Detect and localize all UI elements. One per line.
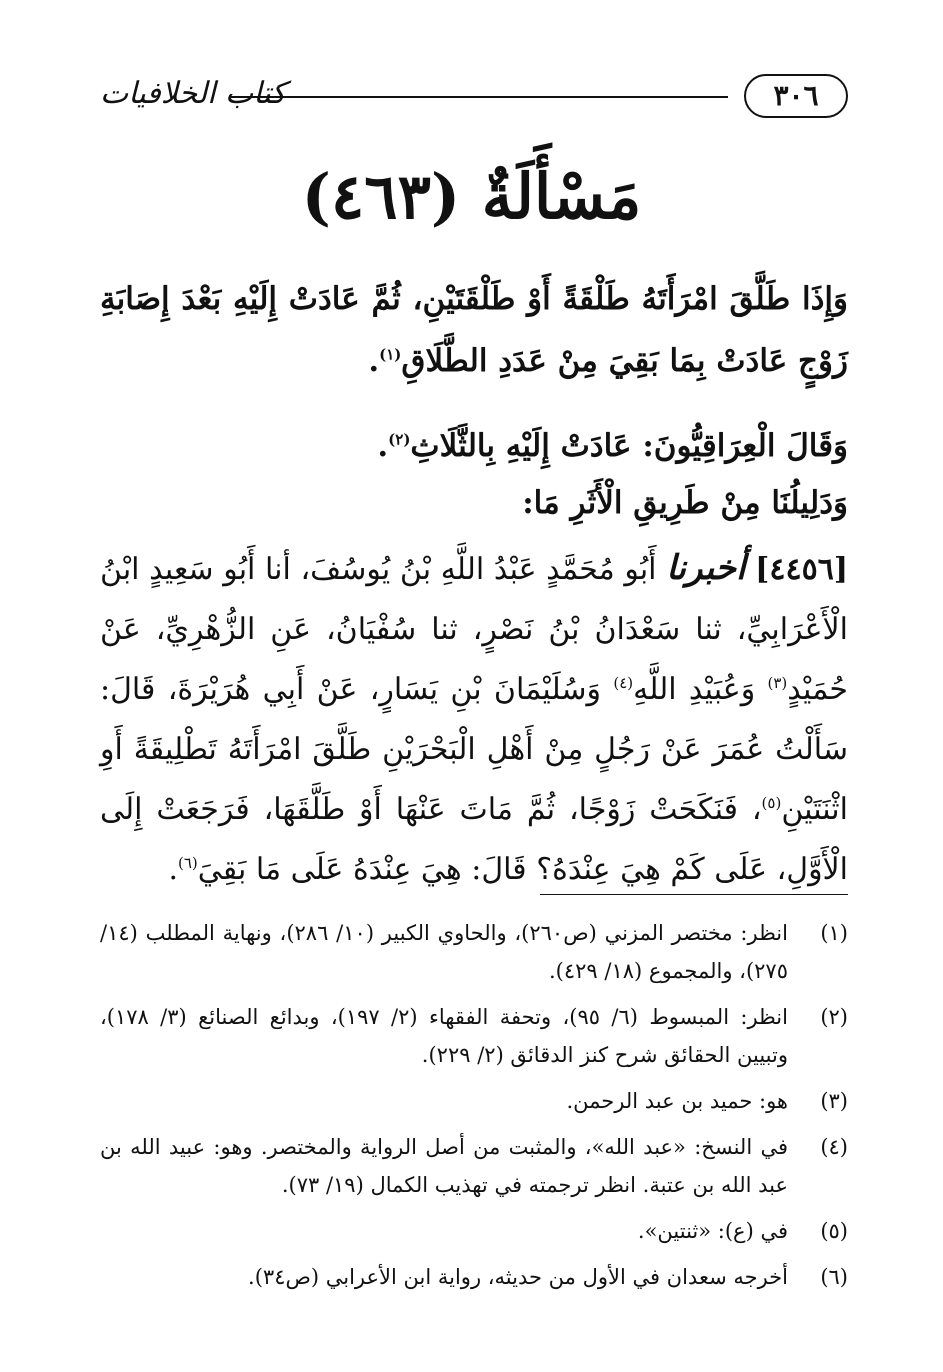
hadith-text: [٤٤٥٦] أخبرنا أَبُو مُحَمَّدٍ عَبْدُ اللَّهِ بْنُ يُوسُفَ، أنا أَبُو سَعِيدٍ ابْنُ الْأَعْرَابِيِّ، ثنا سَعْدَانُ بْنُ نَصْرٍ، ثنا سُفْيَانُ، عَنِ الزُّهْرِيِّ، عَنْ حُمَيْدٍ$^{(٣)}$ وَعُبَيْدِ اللَّهِ$^{(٤)}$ وَسُلَيْمَانَ بْنِ يَسَارٍ، عَنْ أَبِي هُرَيْرَةَ، قَالَ: سَأَلْتُ عُمَرَ عَنْ رَجُلٍ مِنْ أَهْلِ الْبَحْرَيْنِ طَلَّقَ امْرَأَتَهُ تَطْلِيقَةً أَوِ اثْنَتَيْنِ$^{(٥)}$، فَنَكَحَتْ زَوْجًا، ثُمَّ مَاتَ عَنْهَا أَوْ طَلَّقَهَا، فَرَجَعَتْ إِلَى الْأَوَّلِ، عَلَى كَمْ هِيَ عِنْدَهُ؟ قَالَ: هِيَ عِنْدَهُ عَلَى مَا بَقِيَ$^{(٦)}$. <box>100 548 849 887</box>
footnote <box>100 1212 848 1250</box>
footnote <box>100 1258 848 1296</box>
hadith-part-3: وَسُلَيْمَانَ بْنِ يَسَارٍ، عَنْ أَبِي هُرَيْرَةَ، قَالَ: سَأَلْتُ عُمَرَ عَنْ رَجُلٍ مِنْ أَهْلِ الْبَحْرَيْنِ طَلَّقَ امْرَأَتَهُ تَطْلِيقَةً أَوِ اثْنَتَيْنِ <box>100 672 848 827</box>
footnote-ref-4: (٤) <box>613 674 634 692</box>
issue-statement: وَإِذَا طَلَّقَ امْرَأَتَهُ طَلْقَةً أَوْ طَلْقَتَيْنِ، ثُمَّ عَادَتْ إِلَيْهِ بَعْدَ إِصَابَةِ زَوْجٍ عَادَتْ بِمَا بَقِيَ مِنْ عَدَدِ الطَّلَاقِ$^{(١)}$. <box>100 281 848 379</box>
footnote <box>100 1082 848 1120</box>
footnote-ref-1: (١) <box>379 345 402 364</box>
hadith-part-2: وَعُبَيْدِ اللَّهِ <box>633 672 756 707</box>
footnote <box>100 998 848 1074</box>
footnote-number: (٦) <box>820 1265 848 1289</box>
footnote-text: انظر: مختصر المزني (ص٢٦٠)، والحاوي الكبير (١٠/ ٢٨٦)، ونهاية المطلب (١٤/ ٢٧٥)، والمجموع (١٨/ ٤٢٩). <box>100 921 788 983</box>
footnote-number: (٥) <box>820 1219 848 1243</box>
footnote-number: (٤) <box>820 1135 848 1159</box>
book-title: كتاب الخلافيات <box>100 76 286 111</box>
evidence-heading: وَدَلِيلُنَا مِنْ طَرِيقِ الْأَثَرِ مَا: <box>522 485 848 521</box>
page-number: ٣٠٦ <box>744 74 848 118</box>
hadith-part-4: ، فَنَكَحَتْ زَوْجًا، ثُمَّ مَاتَ عَنْهَا أَوْ طَلَّقَهَا، فَرَجَعَتْ إِلَى الْأَوَّلِ، عَلَى كَمْ هِيَ عِنْدَهُ؟ قَالَ: هِيَ عِنْدَهُ عَلَى مَا بَقِيَ <box>100 792 848 887</box>
footnote-ref-2: (٢) <box>388 430 411 449</box>
footnote-ref-3: (٣) <box>767 674 788 692</box>
masala-title: مَسْأَلَةٌ (٤٦٣) <box>301 160 642 233</box>
footnote-ref-6: (٦) <box>177 854 198 872</box>
footnote-text: في النسخ: «عبد الله»، والمثبت من أصل الرواية والمختصر. وهو: عبيد الله بن عبد الله بن عتبة. انظر ترجمته في تهذيب الكمال (١٩/ ٧٣). <box>100 1135 788 1197</box>
footnote <box>100 914 848 990</box>
footnote-separator <box>540 894 848 895</box>
footnote-number: (٢) <box>820 1005 848 1029</box>
footnote-text: في (ع): «ثنتين». <box>637 1219 788 1243</box>
footnote-number: (٣) <box>820 1089 848 1113</box>
footnotes <box>100 914 848 1304</box>
footnote-ref-5: (٥) <box>761 794 782 812</box>
hadith-part-1: أَبُو مُحَمَّدٍ عَبْدُ اللَّهِ بْنُ يُوسُفَ، أنا أَبُو سَعِيدٍ ابْنُ الْأَعْرَابِيِّ، ثنا سَعْدَانُ بْنُ نَصْرٍ، ثنا سُفْيَانُ، عَنِ الزُّهْرِيِّ، عَنْ حُمَيْدٍ <box>100 552 848 707</box>
iraqi-opinion: وَقَالَ الْعِرَاقِيُّونَ: عَادَتْ إِلَيْهِ بِالثَّلَاثِ$^{(٢)}$. <box>377 428 848 464</box>
footnote-text: هو: حميد بن عبد الرحمن. <box>566 1089 788 1113</box>
hadith-number: [٤٤٥٦] <box>755 552 849 587</box>
footnote-number: (١) <box>820 921 848 945</box>
footnote <box>100 1128 848 1204</box>
issue-text: وَإِذَا طَلَّقَ امْرَأَتَهُ طَلْقَةً أَوْ طَلْقَتَيْنِ، ثُمَّ عَادَتْ إِلَيْهِ بَعْدَ إِصَابَةِ زَوْجٍ عَادَتْ بِمَا بَقِيَ مِنْ عَدَدِ الطَّلَاقِ <box>100 281 848 379</box>
header-rule <box>230 96 728 98</box>
footnote-text: انظر: المبسوط (٦/ ٩٥)، وتحفة الفقهاء (٢/ ١٩٧)، وبدائع الصنائع (٣/ ١٧٨)، وتبيين الحقائق شرح كنز الدقائق (٢/ ٢٢٩). <box>100 1005 788 1067</box>
footnote-text: أخرجه سعدان في الأول من حديثه، رواية ابن الأعرابي (ص٣٤). <box>248 1265 788 1289</box>
page-header <box>100 70 848 122</box>
akhbarana-word: أخبرنا <box>666 548 746 588</box>
iraqi-text: وَقَالَ الْعِرَاقِيُّونَ: عَادَتْ إِلَيْهِ بِالثَّلَاثِ <box>410 428 848 464</box>
